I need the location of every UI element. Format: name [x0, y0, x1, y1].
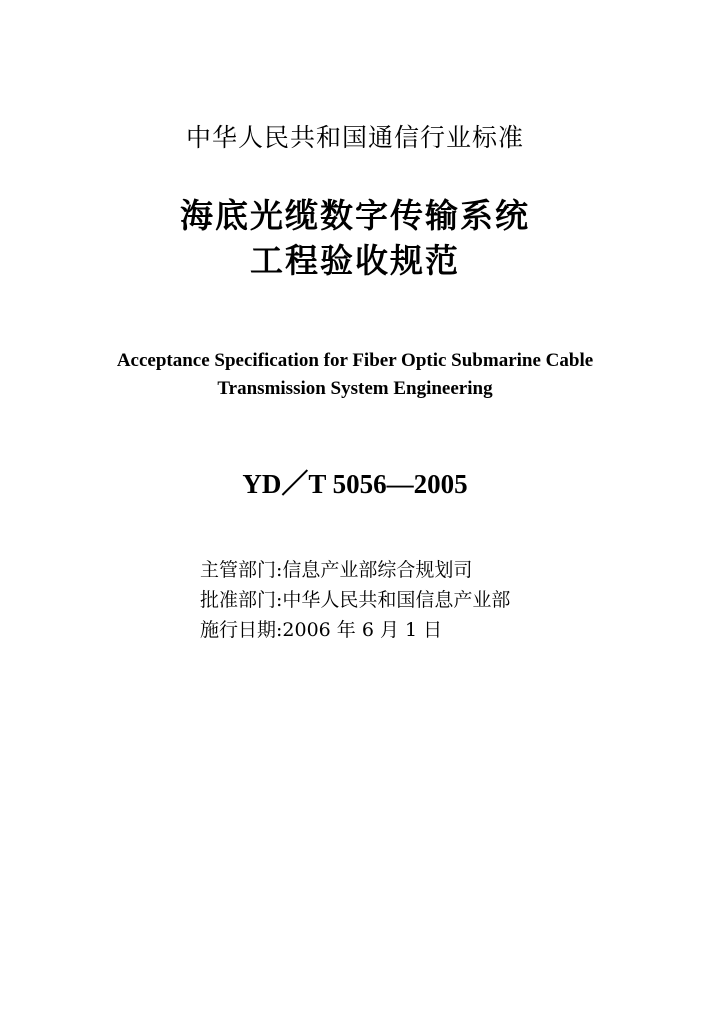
- chinese-title-line-1: 海底光缆数字传输系统: [180, 196, 530, 235]
- standard-code: YD／T 5056—2005: [242, 469, 468, 499]
- chinese-title-line-2: 工程验收规范: [250, 241, 460, 280]
- issuing-organization: 中华人民共和国通信行业标准: [185, 123, 524, 152]
- supervising-department: 主管部门:信息产业部综合规划司: [200, 559, 473, 581]
- approving-department: 批准部门:中华人民共和国信息产业部: [200, 589, 511, 611]
- english-title-line-2: Transmission System Engineering: [217, 378, 493, 399]
- effective-date: 施行日期:2006 年 6 月 1 日: [200, 619, 443, 641]
- english-title-line-1: Acceptance Specification for Fiber Optic Submarine Cable: [116, 350, 594, 371]
